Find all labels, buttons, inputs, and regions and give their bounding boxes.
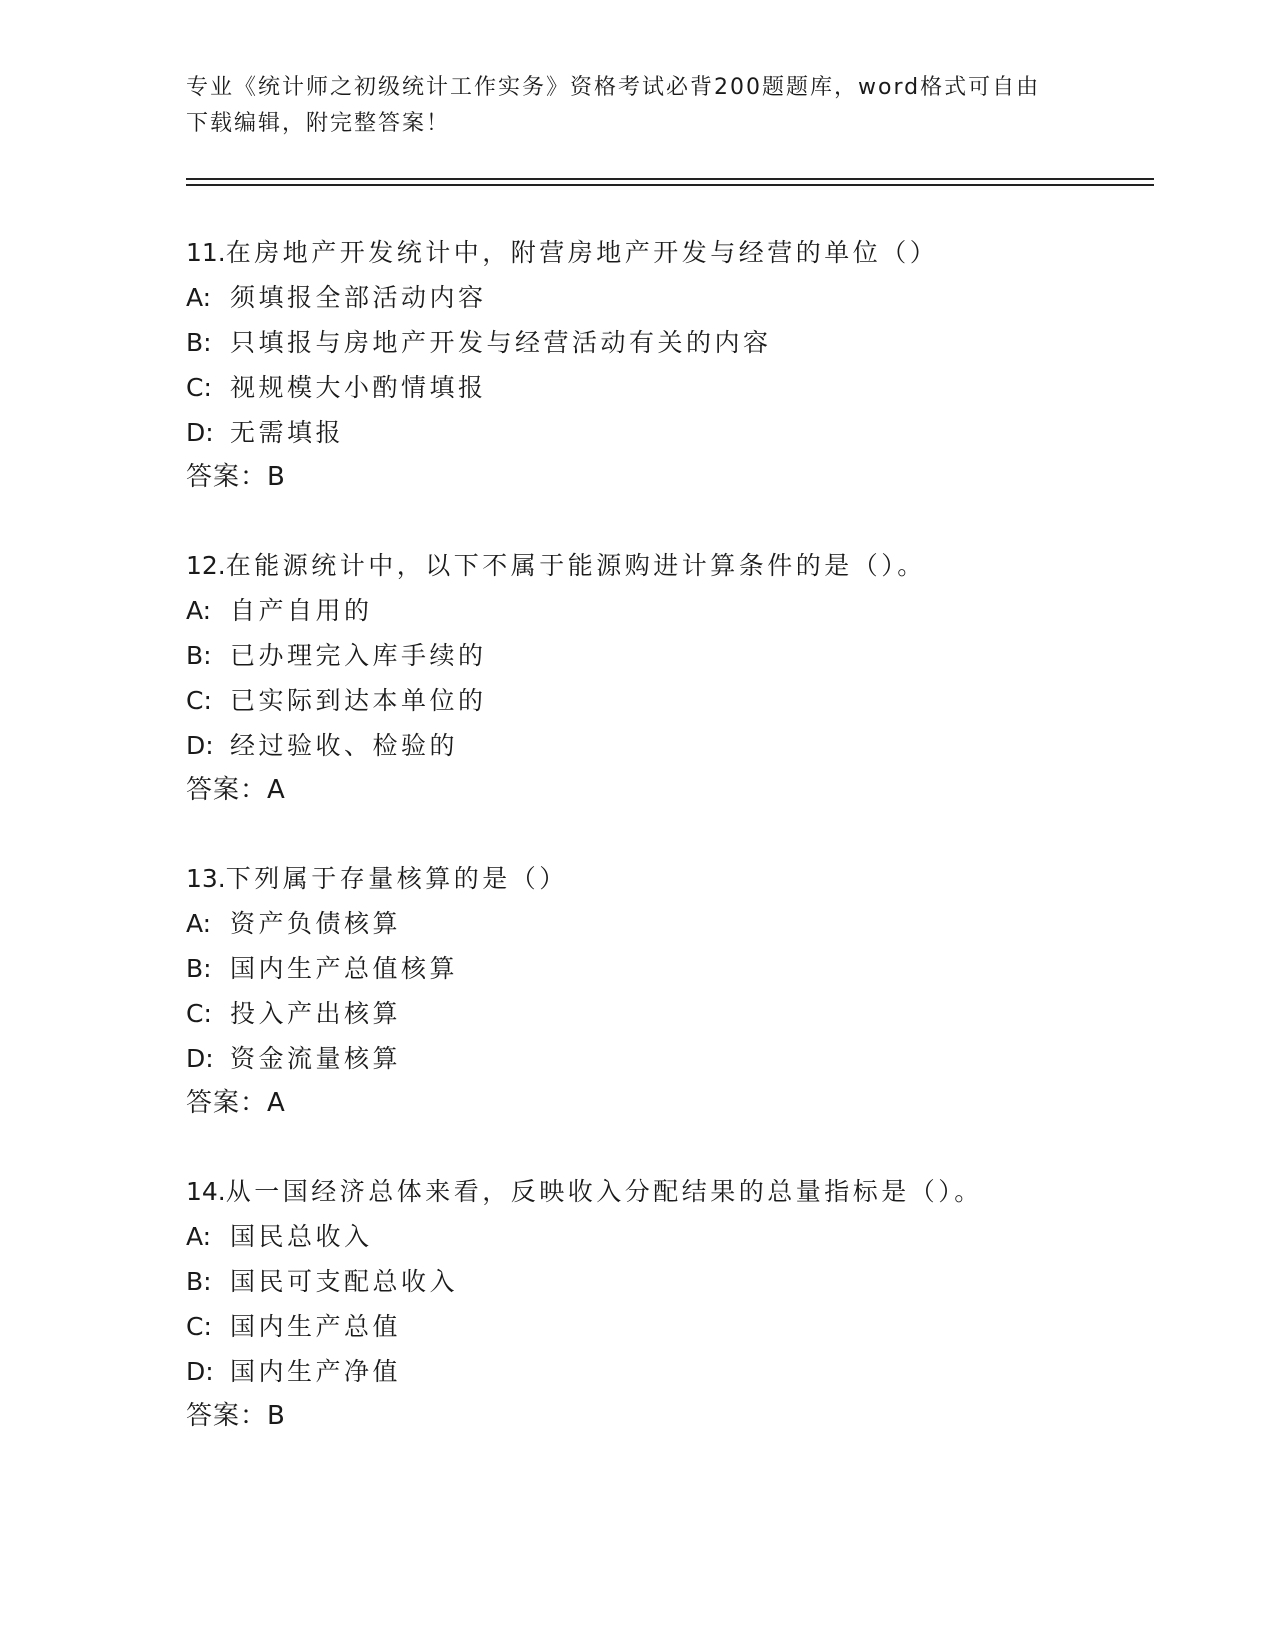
option-letter: B: bbox=[186, 328, 212, 357]
question-block bbox=[186, 856, 1166, 1126]
option-text: 无需填报 bbox=[230, 418, 345, 447]
option-text: 投入产出核算 bbox=[230, 999, 402, 1028]
option-b bbox=[186, 946, 1166, 991]
option-d bbox=[186, 1349, 1166, 1394]
option-text: 只填报与房地产开发与经营活动有关的内容 bbox=[230, 328, 772, 357]
option-c bbox=[186, 678, 1166, 723]
option-c bbox=[186, 365, 1166, 410]
answer-line: 答案：A bbox=[186, 775, 286, 805]
question-number: 13. bbox=[186, 864, 226, 893]
option-a bbox=[186, 588, 1166, 633]
option-b bbox=[186, 320, 1166, 365]
option-letter: B: bbox=[186, 1267, 212, 1296]
question-text: 从一国经济总体来看，反映收入分配结果的总量指标是（）。 bbox=[225, 1177, 983, 1206]
option-d bbox=[186, 410, 1166, 455]
option-text: 经过验收、检验的 bbox=[230, 731, 459, 760]
option-d bbox=[186, 1036, 1166, 1081]
option-letter: C: bbox=[186, 373, 212, 402]
option-letter: D: bbox=[186, 418, 214, 447]
header-line-1: 专业《统计师之初级统计工作实务》资格考试必背200题题库，word格式可自由 bbox=[186, 75, 1041, 100]
question-number: 14. bbox=[186, 1177, 226, 1206]
option-text: 已办理完入库手续的 bbox=[230, 641, 487, 670]
option-a bbox=[186, 901, 1166, 946]
option-text: 资产负债核算 bbox=[230, 909, 402, 938]
option-letter: A: bbox=[186, 1222, 212, 1251]
option-b bbox=[186, 1259, 1166, 1304]
header-divider-top bbox=[186, 178, 1154, 180]
option-letter: A: bbox=[186, 909, 212, 938]
question-stem bbox=[186, 543, 1166, 588]
option-letter: D: bbox=[186, 1357, 214, 1386]
option-text: 资金流量核算 bbox=[230, 1044, 402, 1073]
option-text: 国内生产净值 bbox=[230, 1357, 402, 1386]
question-number: 11. bbox=[186, 238, 226, 267]
option-b bbox=[186, 633, 1166, 678]
question-text: 在能源统计中，以下不属于能源购进计算条件的是（）。 bbox=[225, 551, 926, 580]
question-stem bbox=[186, 230, 1166, 275]
option-letter: D: bbox=[186, 731, 214, 760]
option-letter: A: bbox=[186, 283, 212, 312]
option-c bbox=[186, 991, 1166, 1036]
question-block bbox=[186, 543, 1166, 813]
answer-line: 答案：B bbox=[186, 1401, 286, 1431]
option-letter: B: bbox=[186, 641, 212, 670]
option-text: 国民可支配总收入 bbox=[230, 1267, 459, 1296]
option-text: 须填报全部活动内容 bbox=[230, 283, 487, 312]
question-text: 在房地产开发统计中，附营房地产开发与经营的单位（） bbox=[225, 238, 939, 267]
option-text: 国内生产总值 bbox=[230, 1312, 402, 1341]
option-text: 国民总收入 bbox=[230, 1222, 373, 1251]
option-text: 国内生产总值核算 bbox=[230, 954, 459, 983]
answer-line: 答案：A bbox=[186, 1088, 286, 1118]
question-number: 12. bbox=[186, 551, 226, 580]
option-a bbox=[186, 1214, 1166, 1259]
option-letter: A: bbox=[186, 596, 212, 625]
option-d bbox=[186, 723, 1166, 768]
option-letter: C: bbox=[186, 1312, 212, 1341]
option-a bbox=[186, 275, 1166, 320]
document-header bbox=[186, 70, 1066, 142]
option-text: 已实际到达本单位的 bbox=[230, 686, 487, 715]
answer-line: 答案：B bbox=[186, 462, 286, 492]
option-letter: B: bbox=[186, 954, 212, 983]
option-text: 自产自用的 bbox=[230, 596, 373, 625]
header-line-2: 下载编辑，附完整答案！ bbox=[186, 111, 451, 136]
question-block bbox=[186, 230, 1166, 500]
header-divider-bottom bbox=[186, 184, 1154, 186]
option-letter: C: bbox=[186, 999, 212, 1028]
option-letter: D: bbox=[186, 1044, 214, 1073]
question-block bbox=[186, 1169, 1166, 1439]
option-letter: C: bbox=[186, 686, 212, 715]
option-c bbox=[186, 1304, 1166, 1349]
option-text: 视规模大小酌情填报 bbox=[230, 373, 487, 402]
question-stem bbox=[186, 1169, 1166, 1214]
question-text: 下列属于存量核算的是（） bbox=[225, 864, 568, 893]
question-stem bbox=[186, 856, 1166, 901]
